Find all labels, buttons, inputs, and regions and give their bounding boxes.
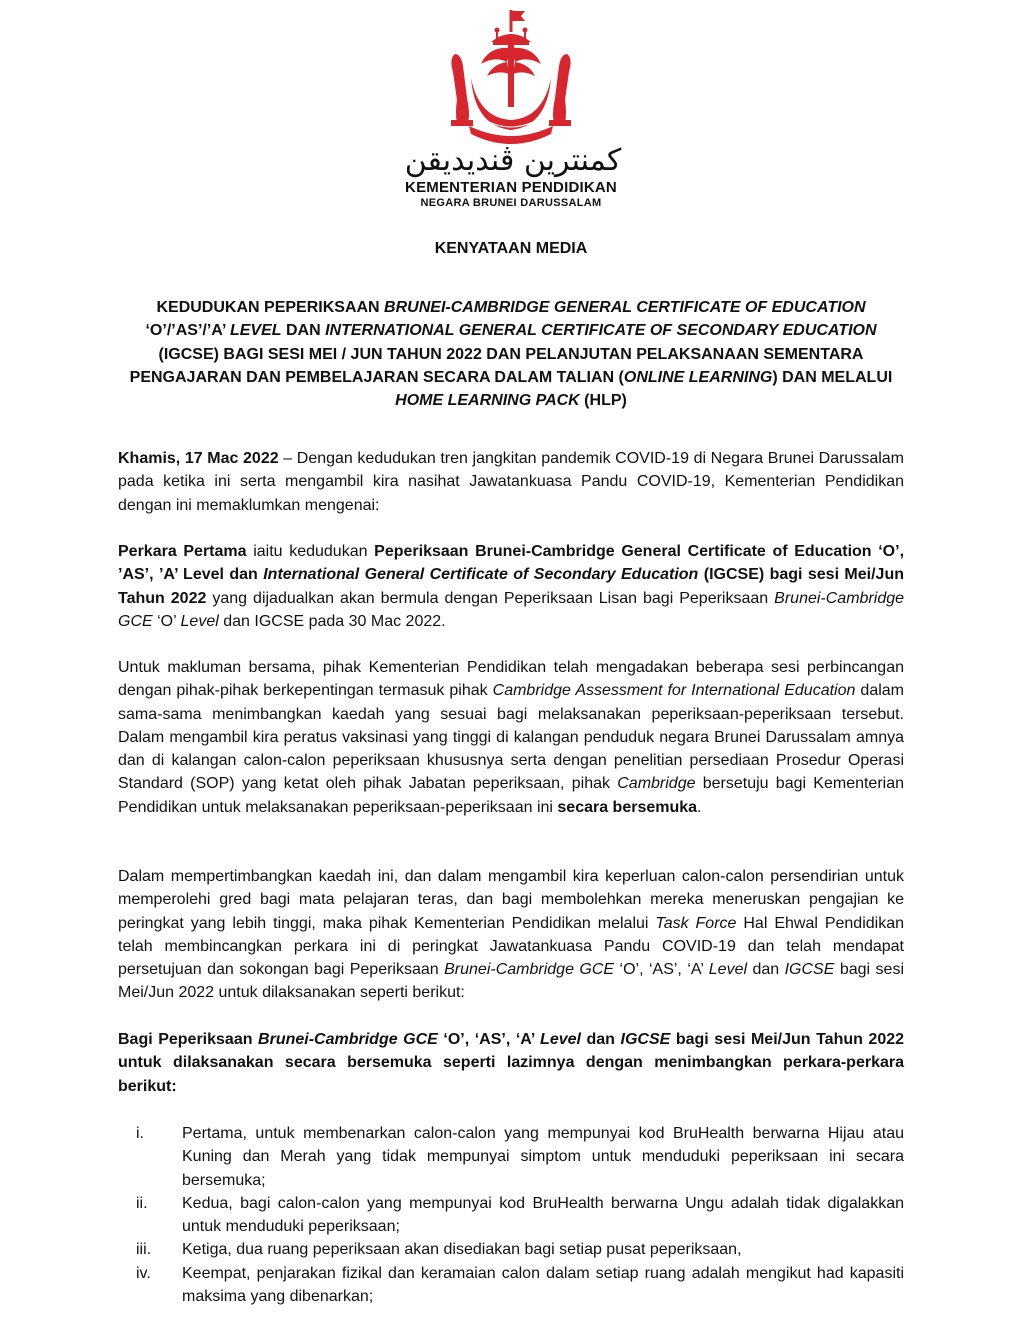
list-item-number: ii. [136, 1194, 148, 1212]
paragraph-exam-conditions: Bagi Peperiksaan Brunei-Cambridge GCE ‘O’, ‘AS’, ‘A’ Level dan IGCSE bagi sesi Mei/Jun Tahun 2022 untuk dilaksanakan secara bersemuka seperti lazimnya dengan menimbangkan perkara-perkara berikut: [118, 1031, 905, 1095]
paragraph-intro: Khamis, 17 Mac 2022 – Dengan kedudukan tren jangkitan pandemik COVID-19 di Negara Brunei Darussalam pada ketika ini serta mengambil kira nasihat Jawatankuasa Pandu COVID-19, Kementerian Pendidikan dengan ini memaklumkan mengenai: [118, 450, 905, 514]
list-item [118, 1262, 904, 1309]
list-item-number: i. [136, 1125, 144, 1142]
list-item-text: Kedua, bagi calon-calon yang mempunyai kod BruHealth berwarna Ungu adalah tidak digalakkan untuk menduduki peperiksaan; [182, 1194, 904, 1236]
press-heading: KENYATAAN MEDIA [434, 240, 588, 257]
list-item-number: iii. [136, 1241, 152, 1259]
conditions-list [118, 1122, 904, 1308]
release-date: Khamis, 17 Mac 2022 [118, 450, 279, 467]
jawi-ministry-text: كمنترين ڤنديديقن [404, 143, 622, 178]
list-item [118, 1122, 904, 1192]
list-item-text: Keempat, penjarakan fizikal dan keramaian calon dalam setiap ruang adalah mengikut had kapasiti maksima yang dibenarkan; [182, 1264, 904, 1306]
list-item-text: Pertama, untuk membenarkan calon-calon yang mempunyai kod BruHealth berwarna Hijau atau Kuning dan Merah yang tidak mempunyai simptom untuk menduduki peperiksaan ini secara bersemuka; [182, 1125, 904, 1189]
paragraph-decision: Dalam mempertimbangkan kaedah ini, dan dalam mengambil kira keperluan calon-calon persendirian untuk memperolehi gred bagi mata pelajaran teras, dan bagi membolehkan mereka meneruskan pengajian ke peringkat yang lebih tinggi, maka pihak Kementerian Pendidikan melalui Task Force Hal Ehwal Pendidikan telah membincangkan perkara ini di peringkat Jawatankuasa Pandu COVID-19 dan telah mendapat persetujuan dan sokongan bagi Peperiksaan Brunei-Cambridge GCE ‘O’, ‘AS’, ‘A’ Level dan IGCSE bagi sesi Mei/Jun 2022 untuk dilaksanakan seperti berikut: [118, 868, 905, 1002]
paragraph-consultation: Untuk makluman bersama, pihak Kementerian Pendidikan telah mengadakan beberapa sesi perbincangan dengan pihak-pihak berkepentingan termasuk pihak Cambridge Assessment for International Education dalam sama-sama menimbangkan kaedah yang sesuai bagi melaksanakan peperiksaan-peperiksaan tersebut. Dalam mengambil kira peratus vaksinasi yang tinggi di kalangan penduduk negara Brunei Darussalam amnya dan di kalangan calon-calon peperiksaan khususnya serta dengan penelitian persediaan Prosedur Operasi Standard (SOP) yang ketat oleh pihak Jabatan peperiksaan, pihak Cambridge bersetuju bagi Kementerian Pendidikan untuk melaksanakan peperiksaan-peperiksaan ini secara bersemuka. [118, 659, 905, 816]
list-item [118, 1238, 904, 1261]
document-title: KEDUDUKAN PEPERIKSAAN BRUNEI-CAMBRIDGE GENERAL CERTIFICATE OF EDUCATION ‘O’/’AS’/’A’ LEVEL DAN INTERNATIONAL GENERAL CERTIFICATE OF SECONDARY EDUCATION (IGCSE) BAGI SESI MEI / JUN TAHUN 2022 DAN PELANJUTAN PELAKSANAAN SEMENTARA PENGAJARAN DAN PEMBELAJARAN SECARA DALAM TALIAN (ONLINE LEARNING) DAN MELALUI HOME LEARNING PACK (HLP) [129, 299, 893, 410]
ministry-name: KEMENTERIAN PENDIDIKAN [405, 179, 617, 196]
list-item [118, 1192, 904, 1239]
list-item-number: iv. [136, 1264, 151, 1282]
paragraph-first-matter: Perkara Pertama iaitu kedudukan Peperiksaan Brunei-Cambridge General Certificate of Education ‘O’, ’AS’, ’A’ Level dan International General Certificate of Secondary Education (IGCSE) bagi sesi Mei/Jun Tahun 2022 yang dijadualkan akan bermula dengan Peperiksaan Lisan bagi Peperiksaan Brunei-Cambridge GCE ‘O’ Level dan IGCSE pada 30 Mac 2022. [118, 543, 905, 630]
ministry-country: NEGARA BRUNEI DARUSSALAM [420, 197, 602, 209]
list-item-text: Ketiga, dua ruang peperiksaan akan disediakan bagi setiap pusat peperiksaan, [182, 1241, 742, 1259]
